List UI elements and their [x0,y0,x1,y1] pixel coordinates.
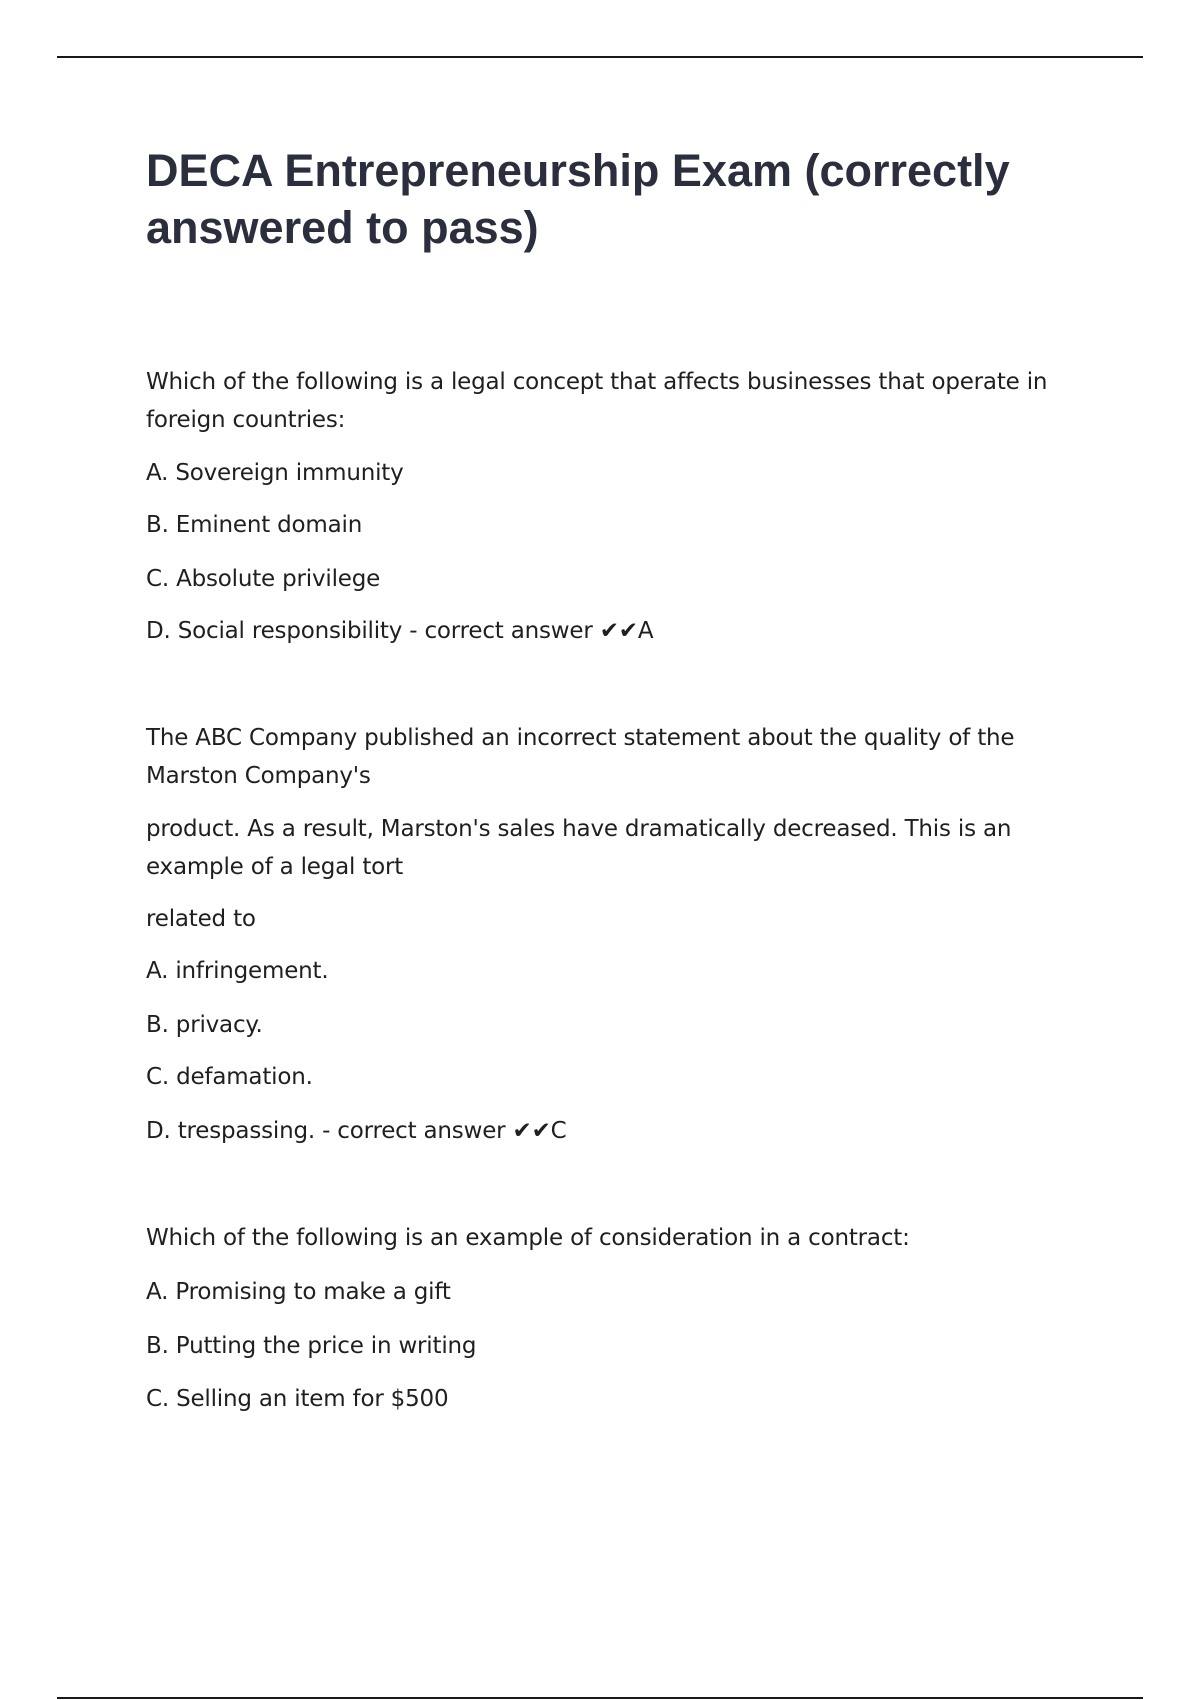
question-3-option-c: C. Selling an item for $500 [146,1386,449,1412]
top-rule [57,56,1143,58]
question-3-text: Which of the following is an example of consideration in a contract: [146,1225,910,1251]
question-1-option-d-answer: D. Social responsibility - correct answer ✔✔A [146,618,654,644]
question-1-text: Which of the following is a legal concept that affects businesses that operate in foreign countries: [146,369,1048,433]
question-1-option-a: A. Sovereign immunity [146,460,404,486]
question-1-option-c: C. Absolute privilege [146,566,381,592]
question-2-option-a: A. infringement. [146,958,329,984]
question-3-option-b: B. Putting the price in writing [146,1333,477,1359]
question-3-option-a: A. Promising to make a gift [146,1279,451,1305]
question-2-text-part-1: The ABC Company published an incorrect statement about the quality of the Marston Company's [146,725,1015,789]
question-2-option-d-answer: D. trespassing. - correct answer ✔✔C [146,1118,567,1144]
document-title: DECA Entrepreneurship Exam (correctly answered to pass) [146,145,1010,253]
question-2-option-c: C. defamation. [146,1064,313,1090]
question-2-option-b: B. privacy. [146,1012,263,1038]
question-1-option-b: B. Eminent domain [146,512,363,538]
question-2-text-part-3: related to [146,906,256,932]
question-2-text-part-2: product. As a result, Marston's sales have dramatically decreased. This is an example of a legal tort [146,816,1012,880]
bottom-rule [57,1697,1143,1699]
